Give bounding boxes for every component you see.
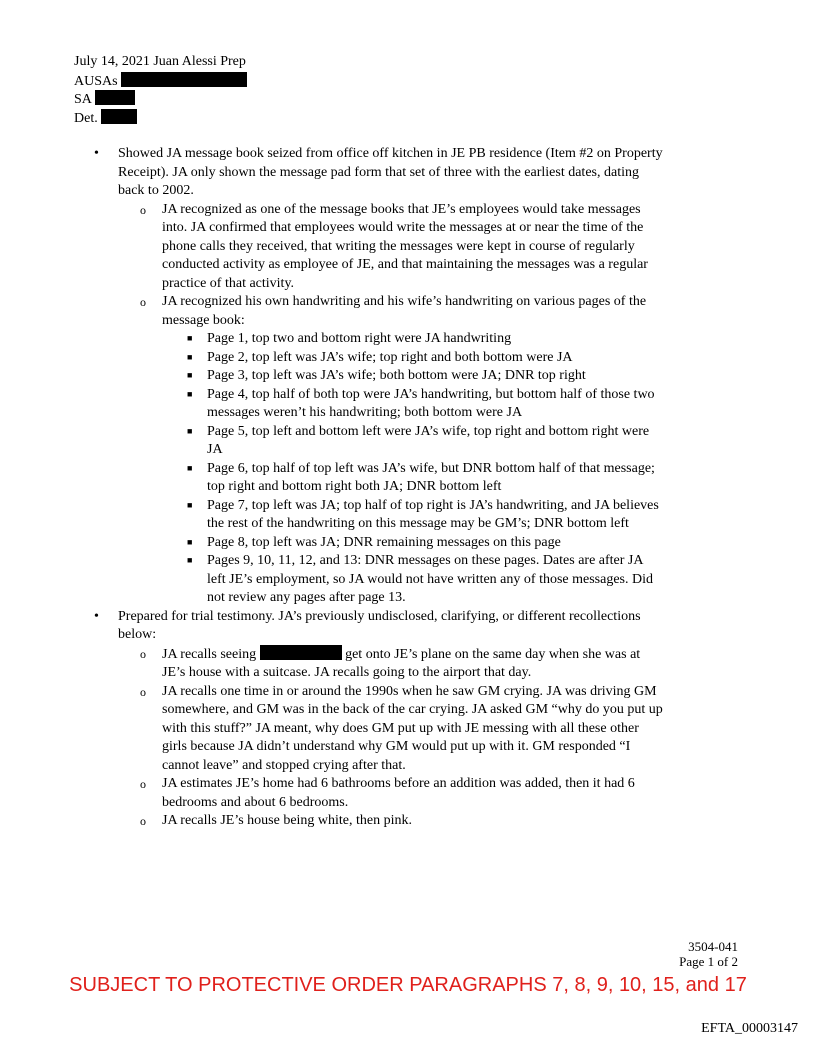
document-number: 3504-041 — [688, 939, 738, 954]
bullet-marker: • — [94, 608, 99, 624]
memo-body — [74, 145, 664, 831]
sub-bullet-text: JA recognized as one of the message books that JE’s employees would take messages into. JA confirmed that employees would write the messages at or near the time of the phone calls they received, that writing the messages were kept in course of regularly conducted activity as employee of JE, and that maintaining the messages was a regular practice of that activity. — [162, 201, 648, 291]
page-item-text: Page 2, top left was JA’s wife; top right and both bottom were JA — [207, 349, 573, 365]
sub-bullet-list — [118, 645, 664, 831]
page-list — [162, 330, 664, 608]
page-footer-id — [679, 939, 738, 969]
sub-bullet-text: JA recalls JE’s house being white, then pink. — [162, 813, 413, 828]
sub-bullet-item — [118, 201, 664, 294]
bullet-marker: • — [94, 146, 99, 161]
page-item — [162, 386, 664, 423]
ausas-line — [74, 72, 247, 91]
square-bullet-marker: ■ — [187, 333, 193, 343]
page-item — [162, 460, 664, 497]
sa-label: SA — [74, 92, 92, 107]
page-item — [162, 367, 664, 386]
sub-bullet-text: JA recognized his own handwriting and his wife’s handwriting on various pages of the message book: — [162, 294, 647, 328]
bullet-item — [74, 145, 664, 608]
bullet-text: Showed JA message book seized from office off kitchen in JE PB residence (Item #2 on Property Receipt). JA only shown the message pad form that set of three with the earliest dates, dating back to 2002. — [118, 146, 663, 198]
sub-bullet-text: JA recalls one time in or around the 1990s when he saw GM crying. JA was driving GM somewhere, and GM was in the back of the car crying. JA asked GM “why do you put up with this stuff?” JA meant, why does GM put up with JE messing with all these other girls because JA didn’t understand why GM would put up with it. GM responded “I cannot leave” and stopped crying after that. — [162, 683, 663, 773]
page-item-text: Page 5, top left and bottom left were JA’s wife, top right and bottom right were JA — [207, 423, 650, 457]
redaction-bar — [121, 72, 247, 87]
sub-bullet-marker: o — [140, 777, 146, 791]
sub-bullet-marker: o — [140, 646, 146, 661]
sa-line — [74, 90, 247, 109]
memo-title: July 14, 2021 Juan Alessi Prep — [74, 54, 246, 69]
page-item — [162, 423, 664, 460]
square-bullet-marker: ■ — [187, 388, 193, 399]
page-item-text: Page 6, top half of top left was JA’s wife, but DNR bottom half of that message; top right and bottom right both JA; DNR bottom left — [207, 460, 655, 494]
page-item-text: Pages 9, 10, 11, 12, and 13: DNR messages on these pages. Dates are after JA left JE’s employment, so JA would not have written any of those messages. Did not review any pages after page 13. — [207, 553, 653, 605]
sub-bullet-list — [118, 201, 664, 608]
sub-bullet-item — [118, 293, 664, 608]
square-bullet-marker: ■ — [187, 425, 193, 436]
page-item-text: Page 7, top left was JA; top half of top right is JA’s handwriting, and JA believes the rest of the handwriting on this message may be GM’s; DNR bottom left — [207, 497, 659, 531]
square-bullet-marker: ■ — [187, 462, 193, 473]
sub-bullet-marker: o — [140, 202, 146, 217]
page-number: Page 1 of 2 — [679, 954, 738, 969]
page-item — [162, 330, 664, 349]
page-item-text: Page 1, top two and bottom right were JA handwriting — [207, 331, 512, 346]
sub-bullet-marker: o — [140, 814, 146, 828]
memo-header — [74, 53, 247, 127]
square-bullet-marker: ■ — [187, 555, 193, 565]
protective-order-notice: SUBJECT TO PROTECTIVE ORDER PARAGRAPHS 7, 8, 9, 10, 15, and 17 — [69, 974, 747, 996]
page-item-text: Page 3, top left was JA’s wife; both bottom were JA; DNR top right — [207, 368, 586, 383]
det-line — [74, 109, 247, 128]
square-bullet-marker: ■ — [187, 351, 193, 362]
redaction-bar — [101, 109, 137, 124]
sub-bullet-text: JA estimates JE’s home had 6 bathrooms before an addition was added, then it had 6 bedrooms and about 6 bedrooms. — [162, 776, 635, 810]
square-bullet-marker: ■ — [187, 370, 193, 380]
sub-bullet-item — [118, 683, 664, 776]
redaction-bar — [95, 90, 135, 105]
bates-number: EFTA_00003147 — [701, 1021, 798, 1036]
sub-bullet-item — [118, 812, 664, 831]
bullet-list — [74, 145, 664, 831]
page-item — [162, 534, 664, 553]
bullet-item — [74, 608, 664, 831]
square-bullet-marker: ■ — [187, 536, 193, 547]
page-item — [162, 349, 664, 368]
sub-bullet-item — [118, 645, 664, 683]
ausas-label: AUSAs — [74, 73, 118, 89]
bullet-text: Prepared for trial testimony. JA’s previously undisclosed, clarifying, or different recollections below: — [118, 608, 641, 642]
sub-bullet-item — [118, 775, 664, 812]
det-label: Det. — [74, 110, 98, 126]
square-bullet-marker: ■ — [187, 499, 193, 510]
page-item-text: Page 4, top half of both top were JA’s handwriting, but bottom half of those two messages weren’t his handwriting; both bottom were JA — [207, 386, 655, 420]
sub-bullet-text-post: get onto JE’s plane on the same day when she was at JE’s house with a suitcase. JA recalls going to the airport that day. — [162, 646, 641, 680]
page-item — [162, 552, 664, 608]
sub-bullet-text-pre: JA recalls seeing — [162, 646, 257, 662]
sub-bullet-marker: o — [140, 684, 146, 699]
page-item — [162, 497, 664, 534]
sub-bullet-marker: o — [140, 295, 146, 309]
redaction-bar — [260, 645, 342, 660]
page-item-text: Page 8, top left was JA; DNR remaining messages on this page — [207, 534, 561, 550]
